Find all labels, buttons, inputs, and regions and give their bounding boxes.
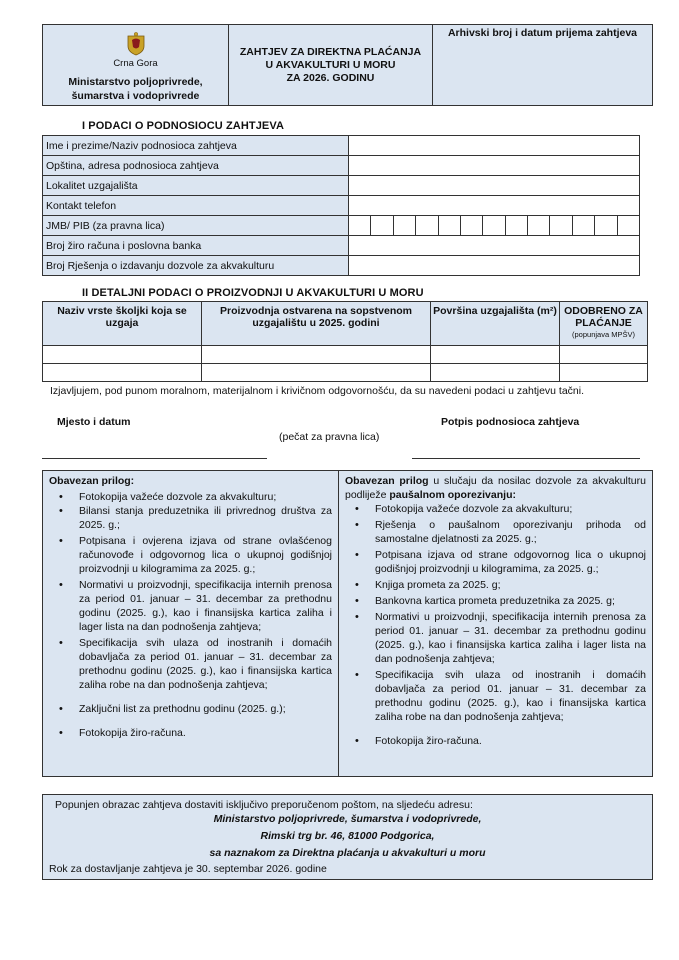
list-item: • Normativi u proizvodnji, specifikacija internih prenosa za period 01. januar – 31. decembar za prethodnu godinu (2025. g.), kao i finansijska kartica zaliha i lager lista na dan podnošenja zahtjeva; [49,578,332,634]
list-item: • Knjiga prometa za 2025. g; [345,578,646,592]
delivery-info [42,794,653,880]
jmb-pib-label: JMB/ PIB (za pravna lica) [43,216,349,236]
jmb-cell[interactable] [550,216,572,235]
section2-title: II DETALJNI PODACI O PROIZVODNJI U AKVAKULTURI U MORU [82,287,424,299]
address-line1: Ministarstvo poljoprivrede, šumarstva i vodoprivrede, [213,813,482,825]
list-item: • Rješenja o paušalnom oporezivanju prihoda od samostalne djelatnosti za 2025. g.; [345,518,646,546]
form-header [42,24,653,106]
col-approved-header [560,302,648,346]
jmb-cell[interactable] [572,216,594,235]
attachments-table [42,470,653,777]
location-field[interactable] [349,176,640,196]
delivery-instructions: Popunjen obrazac zahtjeva dostaviti isključivo preporučenom poštom, na sljedeću adresu: [55,799,473,811]
bank-account-label: Broj žiro računa i poslovna banka [43,236,349,256]
license-number-field[interactable] [349,256,640,276]
col-species-header: Naziv vrste školjki koja se uzgaja [43,302,202,346]
form-title-line2: U AKVAKULTURI U MORU [265,58,396,71]
signature-line[interactable] [412,458,640,459]
attachments-right-list [345,502,646,748]
area-field[interactable] [431,364,560,382]
attachments-right-title [345,474,646,502]
jmb-cell[interactable] [371,216,393,235]
col-approved-note: (popunjava MPŠV) [572,330,635,339]
jmb-cell[interactable] [460,216,482,235]
list-item: • Normativi u proizvodnji, specifikacija internih prenosa za period 01. januar – 31. decembar za prethodnu godinu (2025. g.), kao i finansijska kartica zaliha i lager lista na dan podnošenja zahtjeva; [345,610,646,666]
col-approved-label: ODOBRENO ZA PLAĆANJE [564,305,643,329]
delivery-cell [43,795,653,880]
list-item: • Zaključni list za prethodnu godinu (2025. g.); [49,702,332,716]
list-item: • Potpisana izjava od strane odgovornog lica o ukupnoj godišnjoj proizvodnji u kilogramima, za 2025. g.; [345,548,646,576]
jmb-cell[interactable] [438,216,460,235]
list-item: • Fotokopija žiro-računa. [345,734,646,748]
jmb-cell[interactable] [528,216,550,235]
archive-label: Arhivski broj i datum prijema zahtjeva [447,27,638,39]
species-field[interactable] [43,364,202,382]
address-label: Opština, adresa podnosioca zahtjeva [43,156,349,176]
applicant-table [42,135,640,276]
jmb-cell[interactable] [595,216,617,235]
form-title-line3: ZA 2026. GODINU [286,71,375,84]
jmb-cell[interactable] [416,216,438,235]
species-field[interactable] [43,346,202,364]
col-area-label: Površina uzgajališta (m²) [433,305,557,317]
attachments-left-list [49,490,332,740]
form-title-line1: ZAHTJEV ZA DIREKTNA PLAĆANJA [239,45,422,58]
production-table [42,301,648,382]
jmb-cell[interactable] [483,216,505,235]
phone-field[interactable] [349,196,640,216]
jmb-pib-field[interactable] [349,216,640,236]
address-field[interactable] [349,156,640,176]
attachments-right-title-bold: Obavezan prilog [345,475,429,487]
ministry-cell [43,25,229,106]
place-date-label: Mjesto i datum [57,416,131,428]
approved-field[interactable] [560,364,648,382]
country-name: Crna Gora [113,57,158,69]
applicant-name-label: Ime i prezime/Naziv podnosioca zahtjeva [43,136,349,156]
bank-account-field[interactable] [349,236,640,256]
coat-of-arms-icon [125,32,147,56]
col-area-header [431,302,560,346]
jmb-cell[interactable] [617,216,639,235]
attachments-left-title: Obavezan prilog: [49,475,135,487]
declaration-text: Izjavljujem, pod punom moralnom, materijalnom i krivičnom odgovornošću, da su navedeni podaci u zahtjevu tačni. [50,385,585,397]
jmb-cell[interactable] [349,216,371,235]
col-production-header: Proizvodnja ostvarena na sopstvenom uzgajalištu u 2025. godini [202,302,431,346]
attachments-right [339,471,653,777]
form-title-cell [229,25,433,106]
list-item: • Bilansi stanja preduzetnika ili privrednog društva za 2025. g.; [49,504,332,532]
deadline-text: Rok za dostavljanje zahtjeva je 30. septembar 2026. godine [49,863,327,875]
address-line3: sa naznakom za Direktna plaćanja u akvakulturi u moru [209,847,486,859]
archive-cell[interactable] [433,25,653,106]
ministry-name: Ministarstvo poljoprivrede, šumarstva i vodoprivrede [68,75,203,102]
jmb-cell[interactable] [393,216,415,235]
list-item: • Specifikacija svih ulaza od inostranih i domaćih dobavljača za period 01. januar – 31. decembar za prethodnu godinu (2025. g.), kao i finansijska kartica zaliha robe na dan podnošenja zahtjeva; [49,636,332,692]
list-item: • Bankovna kartica prometa preduzetnika za 2025. g; [345,594,646,608]
license-number-label: Broj Rješenja o izdavanju dozvole za akvakulturu [43,256,349,276]
attachments-right-title-rest: u slučaju da nosilac dozvole za akvakulturu podliježe [345,475,646,501]
applicant-name-field[interactable] [349,136,640,156]
attachments-right-title-bold2: paušalnom oporezivanju: [389,489,516,501]
address-line2: Rimski trg br. 46, 81000 Podgorica, [260,830,435,842]
jmb-cell[interactable] [505,216,527,235]
approved-field[interactable] [560,346,648,364]
place-date-line[interactable] [42,458,267,459]
list-item: • Fotokopija žiro-računa. [49,726,332,740]
production-field[interactable] [202,346,431,364]
attachments-left [43,471,339,777]
list-item: • Fotokopija važeće dozvole za akvakulturu; [345,502,646,516]
list-item: • Fotokopija važeće dozvole za akvakulturu; [49,490,332,504]
stamp-note: (pečat za pravna lica) [279,431,380,443]
production-field[interactable] [202,364,431,382]
list-item: • Potpisana i ovjerena izjava od strane ovlašćenog računovođe i odgovornog lica o ukupnoj godišnjoj proizvodnji u kilogramima za 2025. g.; [49,534,332,576]
location-label: Lokalitet uzgajališta [43,176,349,196]
area-field[interactable] [431,346,560,364]
section1-title: I PODACI O PODNOSIOCU ZAHTJEVA [82,120,285,132]
phone-label: Kontakt telefon [43,196,349,216]
list-item: • Specifikacija svih ulaza od inostranih i domaćih dobavljača za period 01. januar – 31. decembar za prethodnu godinu (2025. g.), kao i finansijska kartica zaliha robe na dan podnošenja zahtjeva; [345,668,646,724]
signature-label: Potpis podnosioca zahtjeva [441,416,580,428]
